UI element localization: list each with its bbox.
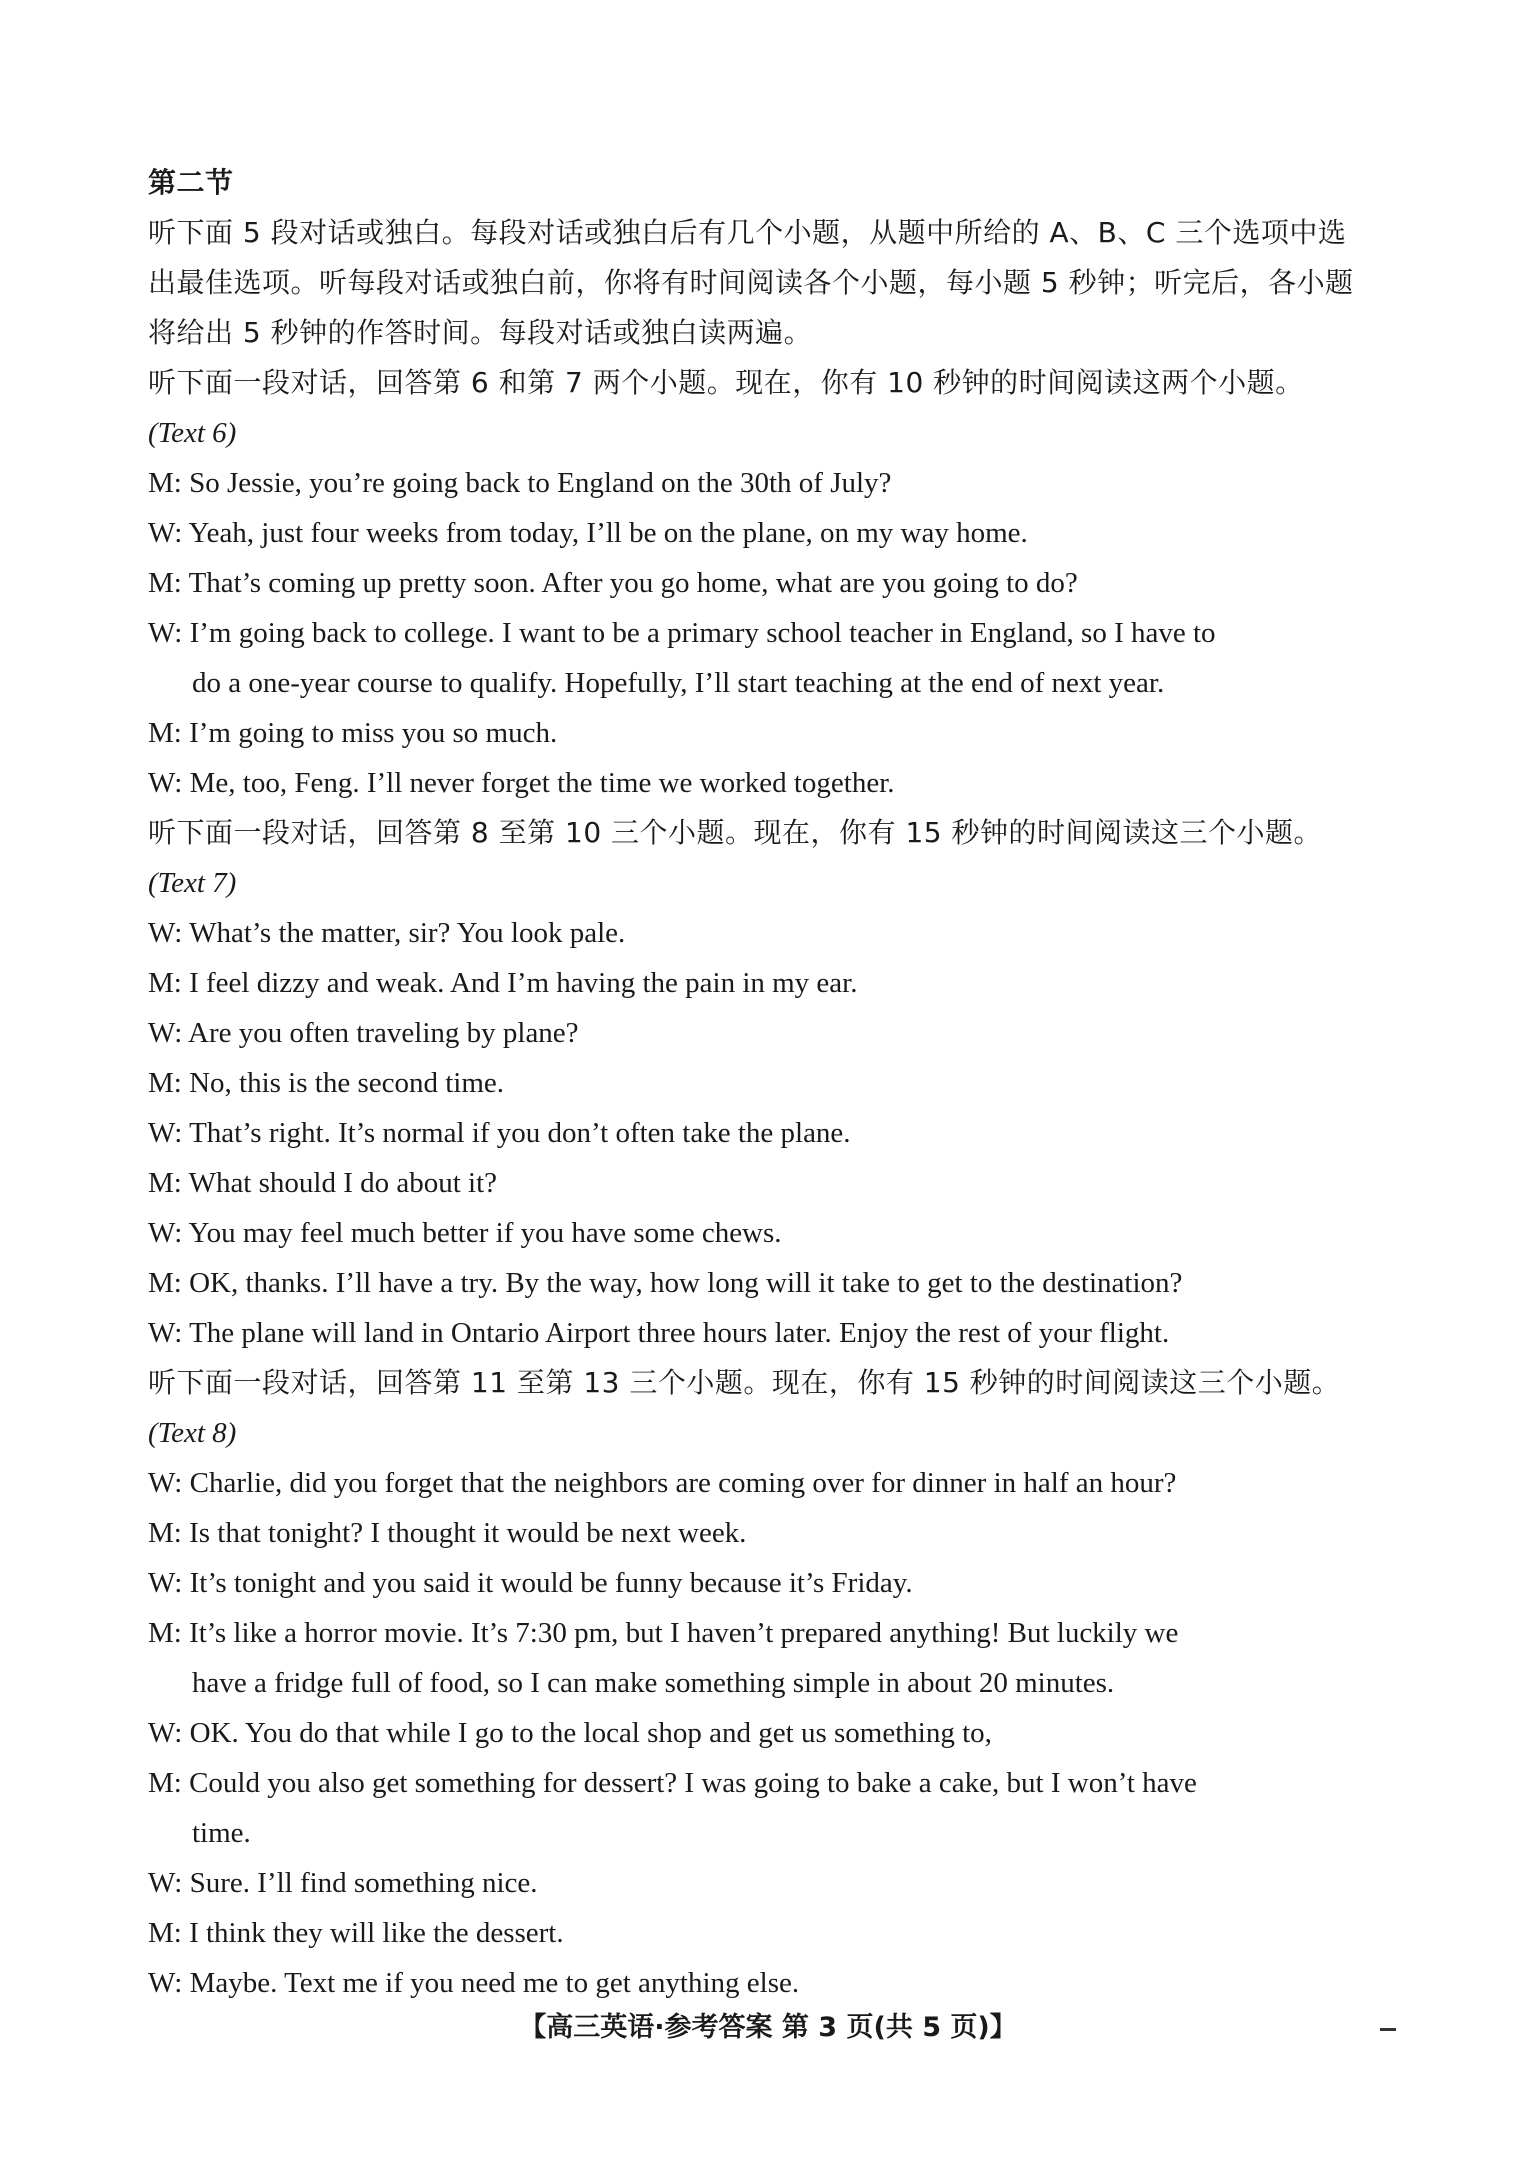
- document-page: [148, 158, 1418, 2008]
- dialogue-line: M: It’s like a horror movie. It’s 7:30 pm, but I haven’t prepared anything! But luckily we: [148, 1617, 1179, 1649]
- dialogue-line: M: OK, thanks. I’ll have a try. By the way, how long will it take to get to the destination?: [148, 1267, 1183, 1299]
- dialogue-line: M: I think they will like the dessert.: [148, 1917, 564, 1949]
- instruction-line: 听下面 5 段对话或独白。每段对话或独白后有几个小题，从题中所给的 A、B、C 三个选项中选: [148, 216, 1347, 249]
- dialogue-line: W: It’s tonight and you said it would be funny because it’s Friday.: [148, 1567, 913, 1599]
- dialogue-line: W: I’m going back to college. I want to be a primary school teacher in England, so I have to: [148, 617, 1216, 649]
- instruction-line: 出最佳选项。听每段对话或独白前，你将有时间阅读各个小题，每小题 5 秒钟；听完后，各小题: [148, 266, 1354, 299]
- dialogue-line: W: Sure. I’ll find something nice.: [148, 1867, 538, 1899]
- dialogue-line: M: I’m going to miss you so much.: [148, 717, 558, 749]
- dialogue-line: W: OK. You do that while I go to the local shop and get us something to,: [148, 1717, 992, 1749]
- dialogue-line: W: That’s right. It’s normal if you don’t often take the plane.: [148, 1117, 851, 1149]
- scan-mark: [1380, 2028, 1396, 2031]
- question-prompt: 听下面一段对话，回答第 11 至第 13 三个小题。现在，你有 15 秒钟的时间阅读这三个小题。: [148, 1366, 1341, 1399]
- text-label: (Text 6): [148, 417, 237, 449]
- section-title: 第二节: [148, 166, 234, 199]
- dialogue-line: have a fridge full of food, so I can make something simple in about 20 minutes.: [192, 1667, 1115, 1699]
- question-prompt: 听下面一段对话，回答第 6 和第 7 两个小题。现在，你有 10 秒钟的时间阅读这两个小题。: [148, 366, 1304, 399]
- dialogue-line: W: Maybe. Text me if you need me to get anything else.: [148, 1967, 800, 1999]
- instruction-line: 将给出 5 秒钟的作答时间。每段对话或独白读两遍。: [148, 316, 813, 349]
- page-footer: 【高三英语·参考答案 第 3 页(共 5 页)】: [519, 2012, 1017, 2043]
- dialogue-line: W: Charlie, did you forget that the neighbors are coming over for dinner in half an hour?: [148, 1467, 1177, 1499]
- dialogue-line: do a one-year course to qualify. Hopefully, I’ll start teaching at the end of next year.: [192, 667, 1165, 699]
- dialogue-line: W: Yeah, just four weeks from today, I’ll be on the plane, on my way home.: [148, 517, 1028, 549]
- dialogue-line: W: You may feel much better if you have some chews.: [148, 1217, 782, 1249]
- dialogue-line: M: Is that tonight? I thought it would be next week.: [148, 1517, 747, 1549]
- dialogue-line: W: Me, too, Feng. I’ll never forget the time we worked together.: [148, 767, 895, 799]
- dialogue-line: M: That’s coming up pretty soon. After you go home, what are you going to do?: [148, 567, 1078, 599]
- text-label: (Text 8): [148, 1417, 237, 1449]
- dialogue-line: W: What’s the matter, sir? You look pale.: [148, 917, 626, 949]
- dialogue-line: M: So Jessie, you’re going back to England on the 30th of July?: [148, 467, 892, 499]
- dialogue-line: M: What should I do about it?: [148, 1167, 498, 1199]
- dialogue-line: M: Could you also get something for dessert? I was going to bake a cake, but I won’t have: [148, 1767, 1197, 1799]
- dialogue-line: time.: [192, 1817, 251, 1849]
- dialogue-line: W: Are you often traveling by plane?: [148, 1017, 579, 1049]
- dialogue-line: W: The plane will land in Ontario Airport three hours later. Enjoy the rest of your flight.: [148, 1317, 1170, 1349]
- dialogue-line: M: No, this is the second time.: [148, 1067, 505, 1099]
- text-label: (Text 7): [148, 867, 237, 899]
- dialogue-line: M: I feel dizzy and weak. And I’m having the pain in my ear.: [148, 967, 858, 999]
- question-prompt: 听下面一段对话，回答第 8 至第 10 三个小题。现在，你有 15 秒钟的时间阅读这三个小题。: [148, 816, 1322, 849]
